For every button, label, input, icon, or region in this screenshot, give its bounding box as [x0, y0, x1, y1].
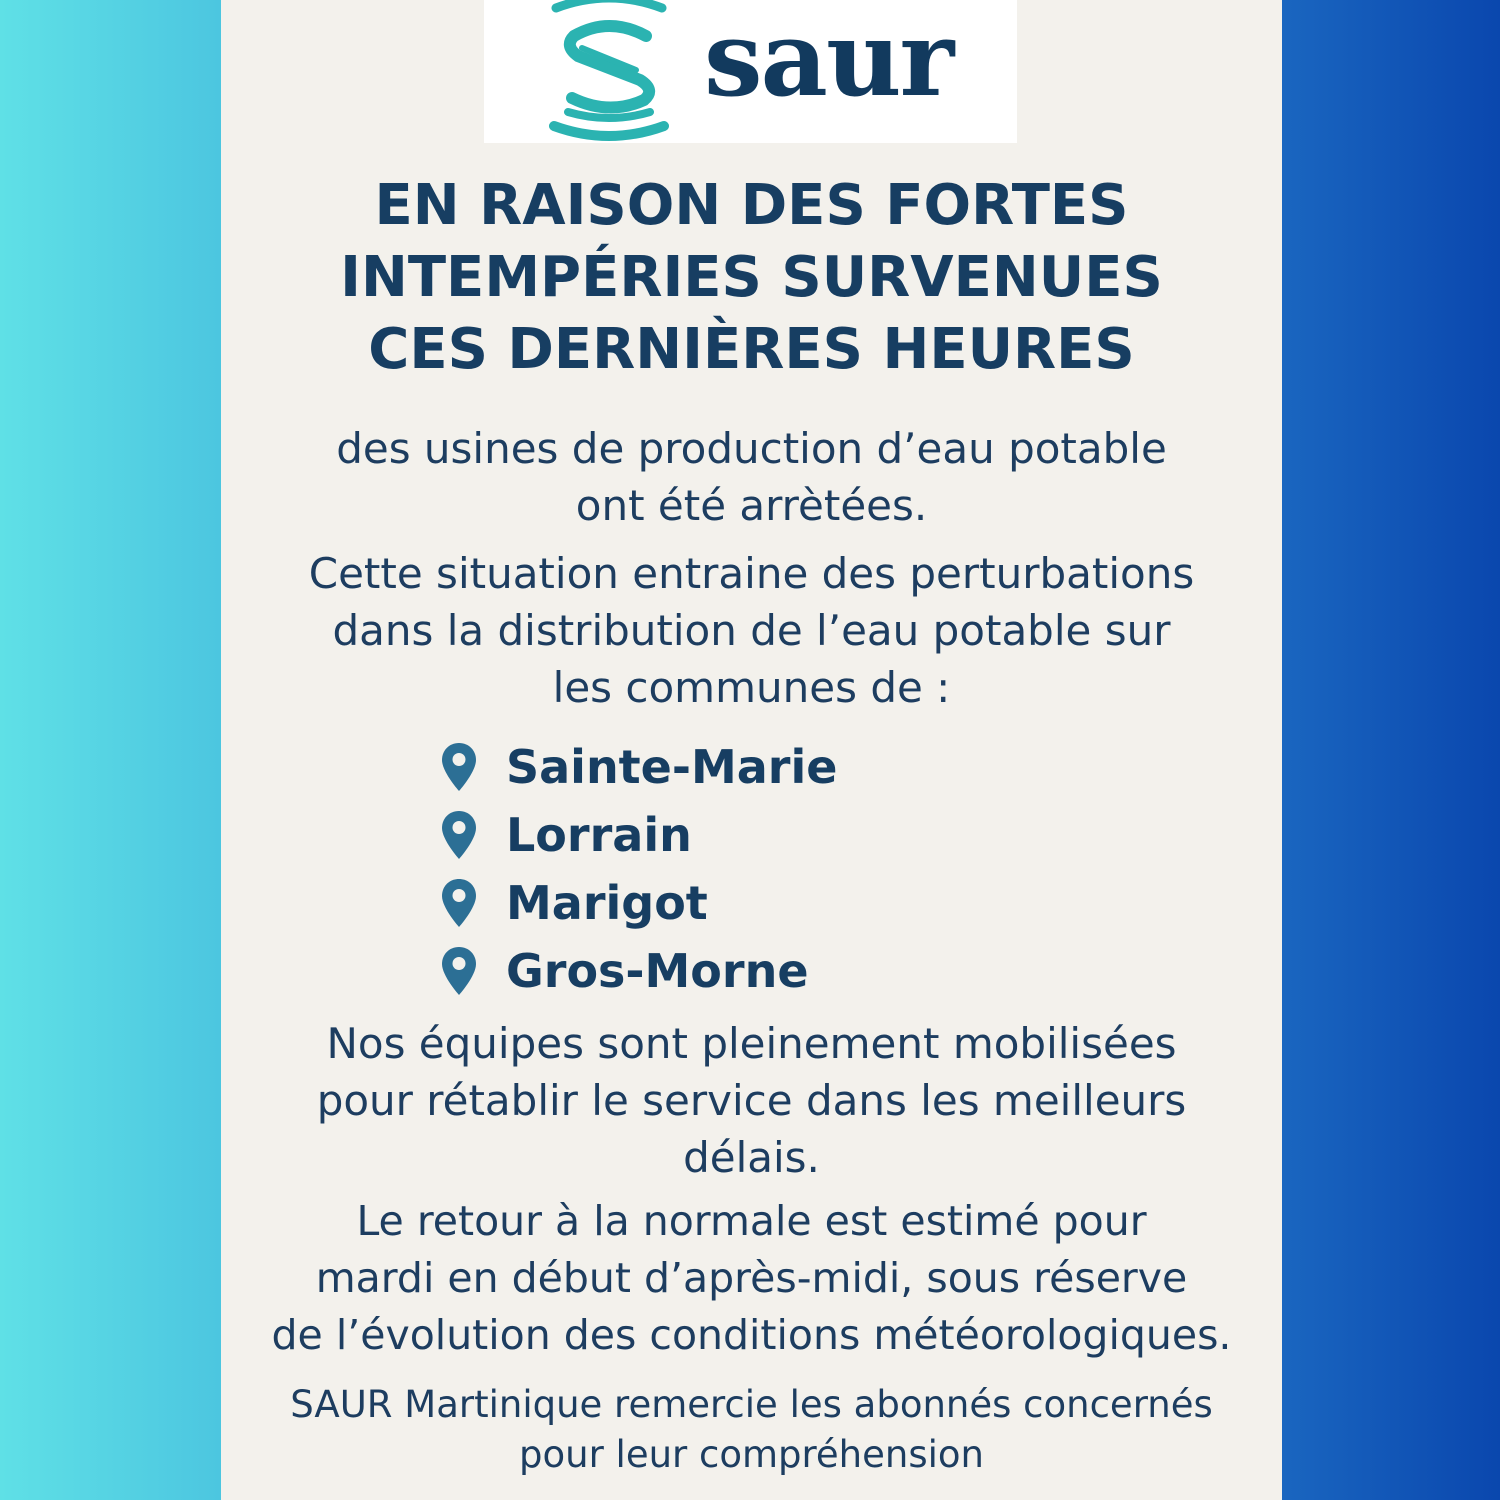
commune-name: Sainte-Marie	[506, 740, 838, 794]
headline	[221, 170, 1282, 386]
paragraph-line: SAUR Martinique remercie les abonnés concernés	[290, 1383, 1213, 1426]
saur-wordmark: saur	[704, 0, 953, 120]
left-gradient-band	[0, 0, 221, 1500]
communes-list	[440, 733, 837, 1005]
paragraph-line: Cette situation entraine des perturbations	[308, 549, 1195, 598]
headline-line: EN RAISON DES FORTES	[374, 173, 1129, 238]
paragraph-line: ont été arrètées.	[575, 481, 928, 530]
location-pin-icon	[440, 741, 478, 793]
paragraph-line: mardi en début d’après-midi, sous réserve	[315, 1254, 1188, 1302]
paragraph-line: de l’évolution des conditions météorologiques.	[271, 1311, 1232, 1359]
return-estimate-paragraph	[221, 1193, 1282, 1364]
paragraph-line: pour leur compréhension	[519, 1433, 984, 1476]
headline-line: INTEMPÉRIES SURVENUES	[340, 245, 1163, 310]
closing-thanks	[221, 1380, 1282, 1480]
paragraph-line: Nos équipes sont pleinement mobilisées	[326, 1019, 1177, 1068]
teams-mobilized-paragraph	[221, 1015, 1282, 1186]
location-pin-icon	[440, 945, 478, 997]
location-pin-icon	[440, 877, 478, 929]
list-item	[440, 801, 837, 869]
paragraph-line: délais.	[683, 1133, 820, 1182]
location-pin-icon	[440, 809, 478, 861]
saur-logo-mark-icon	[534, 0, 684, 144]
disruption-paragraph	[221, 545, 1282, 716]
commune-name: Lorrain	[506, 808, 692, 862]
plants-stopped-paragraph	[221, 420, 1282, 534]
list-item	[440, 733, 837, 801]
paragraph-line: Le retour à la normale est estimé pour	[356, 1197, 1147, 1245]
paragraph-line: les communes de :	[552, 663, 951, 712]
saur-logo	[484, 0, 1017, 143]
paragraph-line: dans la distribution de l’eau potable sur	[332, 606, 1171, 655]
list-item	[440, 869, 837, 937]
list-item	[440, 937, 837, 1005]
paragraph-line: pour rétablir le service dans les meilleurs	[316, 1076, 1187, 1125]
commune-name: Marigot	[506, 876, 708, 930]
commune-name: Gros-Morne	[506, 944, 809, 998]
right-gradient-band	[1282, 0, 1500, 1500]
headline-line: CES DERNIÈRES HEURES	[368, 317, 1135, 382]
paragraph-line: des usines de production d’eau potable	[336, 424, 1167, 473]
